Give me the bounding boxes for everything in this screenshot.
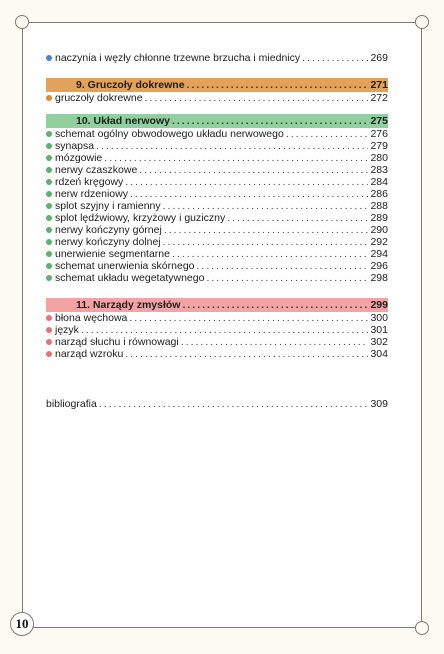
toc-entry-page: 289 [370,212,388,224]
leader-dots [145,92,369,104]
bullet-icon [46,55,52,61]
toc-entry[interactable] [46,260,388,272]
bullet-icon [46,275,52,281]
toc-entry-page: 300 [370,312,388,324]
toc-entry[interactable] [46,224,388,236]
leader-dots [81,324,369,336]
corner-ornament [15,15,29,29]
leader-dots [187,78,369,92]
bullet-icon [46,351,52,357]
leader-dots [227,212,368,224]
toc-entry-page: 276 [370,128,388,140]
bullet-icon [46,167,52,173]
toc-entry[interactable] [46,164,388,176]
bullet-icon [46,95,52,101]
leader-dots [286,128,369,140]
toc-entry-label: błona węchowa [55,312,128,324]
bullet-icon [46,131,52,137]
toc-entry-label: unerwienie segmentarne [55,248,170,260]
leader-dots [181,336,369,348]
table-of-contents [46,52,388,410]
leader-dots [125,176,368,188]
leader-dots [163,200,369,212]
corner-ornament [415,15,429,29]
bullet-icon [46,251,52,257]
leader-dots [164,224,369,236]
corner-ornament [415,621,429,635]
toc-entry-label: schemat ogólny obwodowego układu nerwowego [55,128,284,140]
toc-entry-page: 290 [370,224,388,236]
toc-entry[interactable] [46,336,388,348]
toc-entry-page: 283 [370,164,388,176]
bullet-icon [46,263,52,269]
leader-dots [172,248,368,260]
toc-entry[interactable] [46,348,388,360]
toc-entry[interactable] [46,152,388,164]
toc-entry[interactable] [46,324,388,336]
toc-entry-page: 292 [370,236,388,248]
toc-entry[interactable] [46,128,388,140]
toc-entry-page: 296 [370,260,388,272]
toc-entry-label: splot szyjny i ramienny [55,200,161,212]
page-number: 10 [10,612,34,636]
section-10-entries [46,128,388,284]
section-title: 10. Układ nerwowy [76,115,170,127]
bullet-icon [46,215,52,221]
bullet-icon [46,143,52,149]
toc-entry-page: 294 [370,248,388,260]
toc-entry-label: synapsa [55,140,95,152]
leader-dots [96,140,368,152]
leader-dots [182,298,368,312]
toc-entry-label: gruczoły dokrewne [55,92,143,104]
bullet-icon [46,155,52,161]
toc-entry[interactable] [46,200,388,212]
section-header-10[interactable] [46,114,388,128]
toc-entry-page: 286 [370,188,388,200]
toc-entry-label: nerw rdzeniowy [55,188,128,200]
toc-entry-label: nerwy kończyny górnej [55,224,162,236]
toc-entry[interactable] [46,272,388,284]
toc-entry-label: język [55,324,79,336]
toc-entry[interactable] [46,236,388,248]
bullet-icon [46,327,52,333]
section-header-9[interactable] [46,78,388,92]
toc-entry[interactable] [46,92,388,104]
toc-entry-page: 298 [370,272,388,284]
toc-entry[interactable] [46,312,388,324]
toc-entry-page: 280 [370,152,388,164]
bullet-icon [46,227,52,233]
leader-dots [172,114,369,128]
leader-dots [125,348,368,360]
bullet-icon [46,239,52,245]
section-page: 299 [370,299,388,311]
leader-dots [302,52,368,64]
toc-entry-label: splot lędźwiowy, krzyżowy i guziczny [55,212,226,224]
toc-entry-label: schemat unerwienia skórnego [55,260,195,272]
section-page: 271 [370,79,388,91]
toc-entry[interactable] [46,248,388,260]
toc-entry-page: 301 [370,324,388,336]
toc-entry-page: 302 [370,336,388,348]
leader-dots [99,398,369,410]
toc-entry-label: rdzeń kręgowy [55,176,124,188]
leader-dots [130,188,369,200]
leader-dots [104,152,368,164]
toc-entry[interactable] [46,212,388,224]
toc-entry-page: 272 [370,92,388,104]
toc-entry-label: narząd wzroku [55,348,124,360]
bullet-icon [46,179,52,185]
bibliography-entry[interactable] [46,398,388,410]
toc-entry-page: 279 [370,140,388,152]
section-title: 11. Narządy zmysłów [76,299,181,311]
section-header-11[interactable] [46,298,388,312]
bullet-icon [46,203,52,209]
toc-entry-label: nerwy czaszkowe [55,164,138,176]
toc-entry-page: 304 [370,348,388,360]
bibliography-label: bibliografia [46,398,97,410]
bibliography-page: 309 [370,398,388,410]
toc-entry[interactable] [46,140,388,152]
bullet-icon [46,315,52,321]
toc-entry[interactable] [46,176,388,188]
leader-dots [139,164,368,176]
toc-entry-label: nerwy kończyny dolnej [55,236,161,248]
leader-dots [129,312,368,324]
leader-dots [206,272,368,284]
section-title: 9. Gruczoły dokrewne [76,79,185,91]
bullet-icon [46,191,52,197]
toc-entry-page: 269 [370,52,388,64]
toc-entry-page: 288 [370,200,388,212]
toc-entry-label: mózgowie [55,152,103,164]
toc-entry[interactable] [46,188,388,200]
toc-entry-label: schemat układu wegetatywnego [55,272,205,284]
toc-entry-label: narząd słuchu i równowagi [55,336,179,348]
leader-dots [197,260,369,272]
leader-dots [163,236,369,248]
toc-entry-label: naczynia i węzły chłonne trzewne brzucha i miednicy [55,52,301,64]
bullet-icon [46,339,52,345]
toc-entry[interactable] [46,52,388,64]
section-11-entries [46,312,388,360]
section-page: 275 [370,115,388,127]
toc-entry-page: 284 [370,176,388,188]
